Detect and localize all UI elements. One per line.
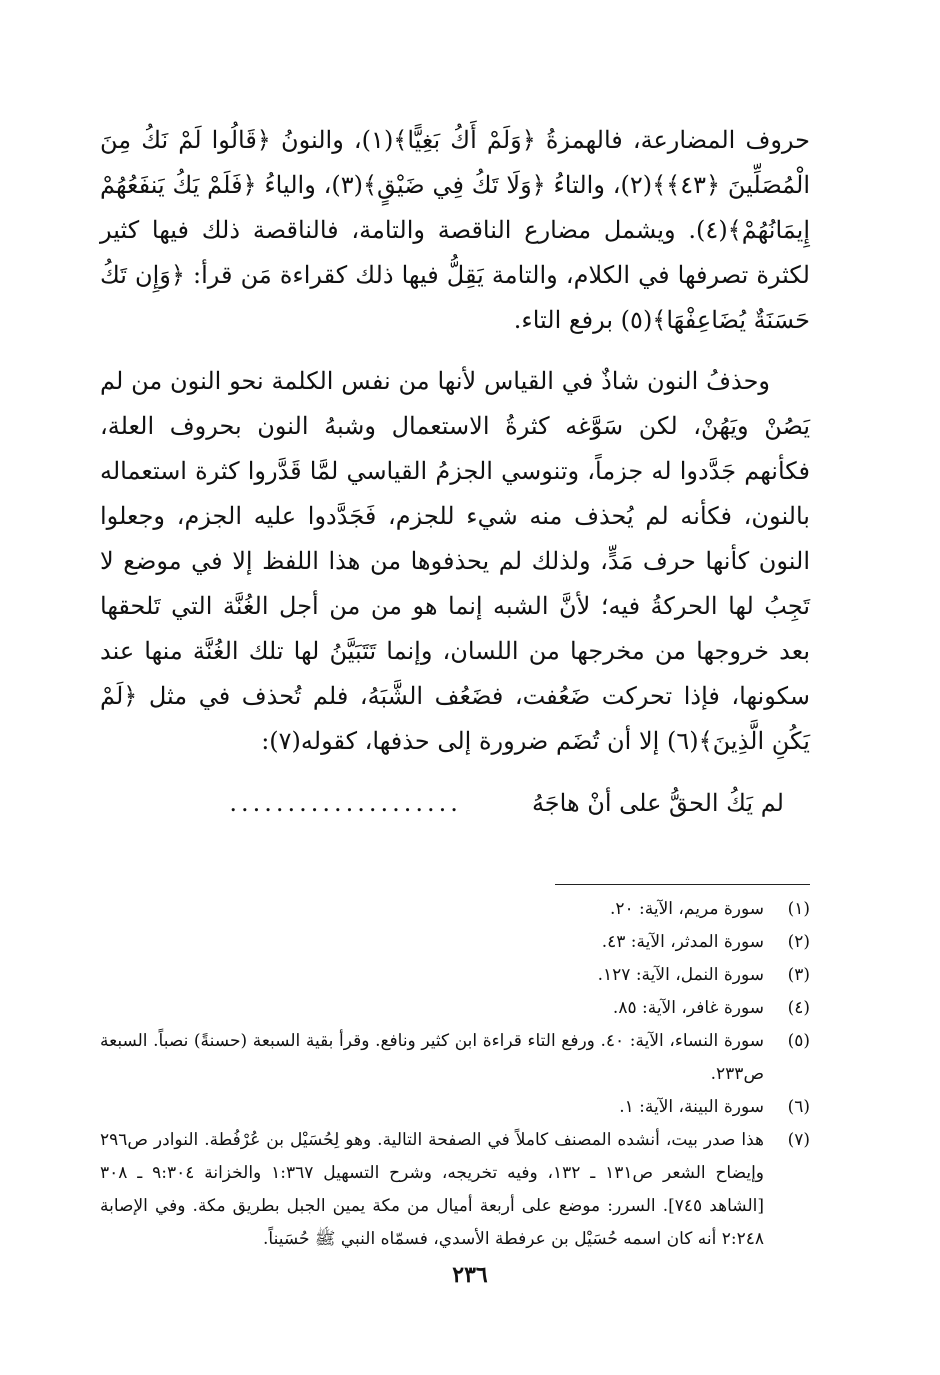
footnote-number: (٧): [787, 1130, 810, 1150]
footnote-number: (٤): [787, 998, 810, 1018]
footnote-text: سورة النساء، الآية: ٤٠. ورفع التاء قراءة ابن كثير ونافع. وقرأ بقية السبعة (حسنةً) نصباً. السبعة ص٢٣٣.: [100, 1031, 764, 1084]
page-content: [100, 118, 810, 1256]
footnote-item: [100, 992, 810, 1025]
poetry-verse: [100, 780, 810, 826]
verse-dots: ....................: [229, 789, 462, 817]
footnote-text: سورة غافر، الآية: ٨٥.: [612, 998, 764, 1018]
footnote-text: سورة مريم، الآية: ٢٠.: [609, 899, 764, 919]
footnote-item: [100, 926, 810, 959]
footnote-item: [100, 893, 810, 926]
footnote-text: سورة المدثر، الآية: ٤٣.: [601, 932, 764, 952]
footnote-divider: [555, 884, 810, 885]
footnote-text: سورة النمل، الآية: ١٢٧.: [597, 965, 764, 985]
footnote-number: (٦): [787, 1097, 810, 1117]
paragraph-2: وحذفُ النون شاذٌ في القياس لأنها من نفس الكلمة نحو النون من لم يَصُنْ ويَهُنْ، لكن سَوَّغه كثرةُ الاستعمال وشبهُ النون بحروف العلة، فكأنهم جَدَّدوا له جزماً، وتنوسي الجزمُ القياسي لمَّا قَدَّروا كثرة استعماله بالنون، فكأنه لم يُحذف منه شيء للجزم، فَجَدَّدوا عليه الجزم، وجعلوا النون كأنها حرف مَدٍّ، ولذلك لم يحذفوها من هذا اللفظ إلا في موضع لا تَجِبُ لها الحركةُ فيه؛ لأنَّ الشبه إنما هو من من أجل الغُنَّة التي تَلحقها بعد خروجها من مخرجها من اللسان، وإنما تَتَبَيَّنُ لها تلك الغُنَّة منها عند سكونها، فإذا تحركت ضَعُفت، فضَعُف الشَّبَهُ، فلم تُحذف في مثل ﴿لَمْ يَكُنِ الَّذِينَ﴾(٦) إلا أن تُضَم ضرورة إلى حذفها، كقوله(٧):: [100, 367, 810, 755]
footnote-number: (٥): [787, 1031, 810, 1051]
footnote-item: [100, 1124, 810, 1256]
footnote-number: (١): [787, 899, 810, 919]
footnote-item: [100, 1091, 810, 1124]
footnotes: [100, 893, 810, 1256]
footnote-text: هذا صدر بيت، أنشده المصنف كاملاً في الصفحة التالية. وهو لِحُسَيْل بن عُرْفُطة. النوادر ص٢٩٦ وإيضاح الشعر ص١٣١ ـ ١٣٢، وفيه تخريجه، وشرح التسهيل ١:٣٦٧ والخزانة ٩:٣٠٤ ـ ٣٠٨ [الشاهد ٧٤٥]. السرر: موضع على أربعة أميال من مكة يمين الجبل بطريق مكة. وفي الإصابة ٢:٢٤٨ أنه كان اسمه حُسَيْل بن عرفطة الأسدي، فسمّاه النبي ﷺ حُسَيناً.: [100, 1130, 765, 1249]
page-number: ٢٣٦: [452, 1262, 488, 1288]
verse-hemistich: لم يَكُ الحقُّ على أنْ هاجَهُ: [531, 789, 784, 817]
footnote-item: [100, 959, 810, 992]
paragraph-1: حروف المضارعة، فالهمزةُ ﴿وَلَمْ أَكُ بَغِيًّا﴾(١)، والنونُ ﴿قَالُوا لَمْ نَكُ مِنَ الْمُصَلِّينَ ﴿٤٣﴾﴾(٢)، والتاءُ ﴿وَلَا تَكُ فِي ضَيْقٍ﴾(٣)، والياءُ ﴿فَلَمْ يَكُ يَنفَعُهُمْ إِيمَانُهُمْ﴾(٤). ويشمل مضارع الناقصة والتامة، فالناقصة ذلك فيها كثير لكثرة تصرفها في الكلام، والتامة يَقِلُّ فيها ذلك كقراءة مَن قرأ: ﴿وَإِن تَكُ حَسَنَةٌ يُضَاعِفْهَا﴾(٥) برفع التاء.: [100, 126, 811, 334]
footnote-number: (٢): [787, 932, 810, 952]
footnote-item: [100, 1025, 810, 1091]
footnote-text: سورة البينة، الآية: ١.: [619, 1097, 764, 1117]
footnote-number: (٣): [787, 965, 810, 985]
